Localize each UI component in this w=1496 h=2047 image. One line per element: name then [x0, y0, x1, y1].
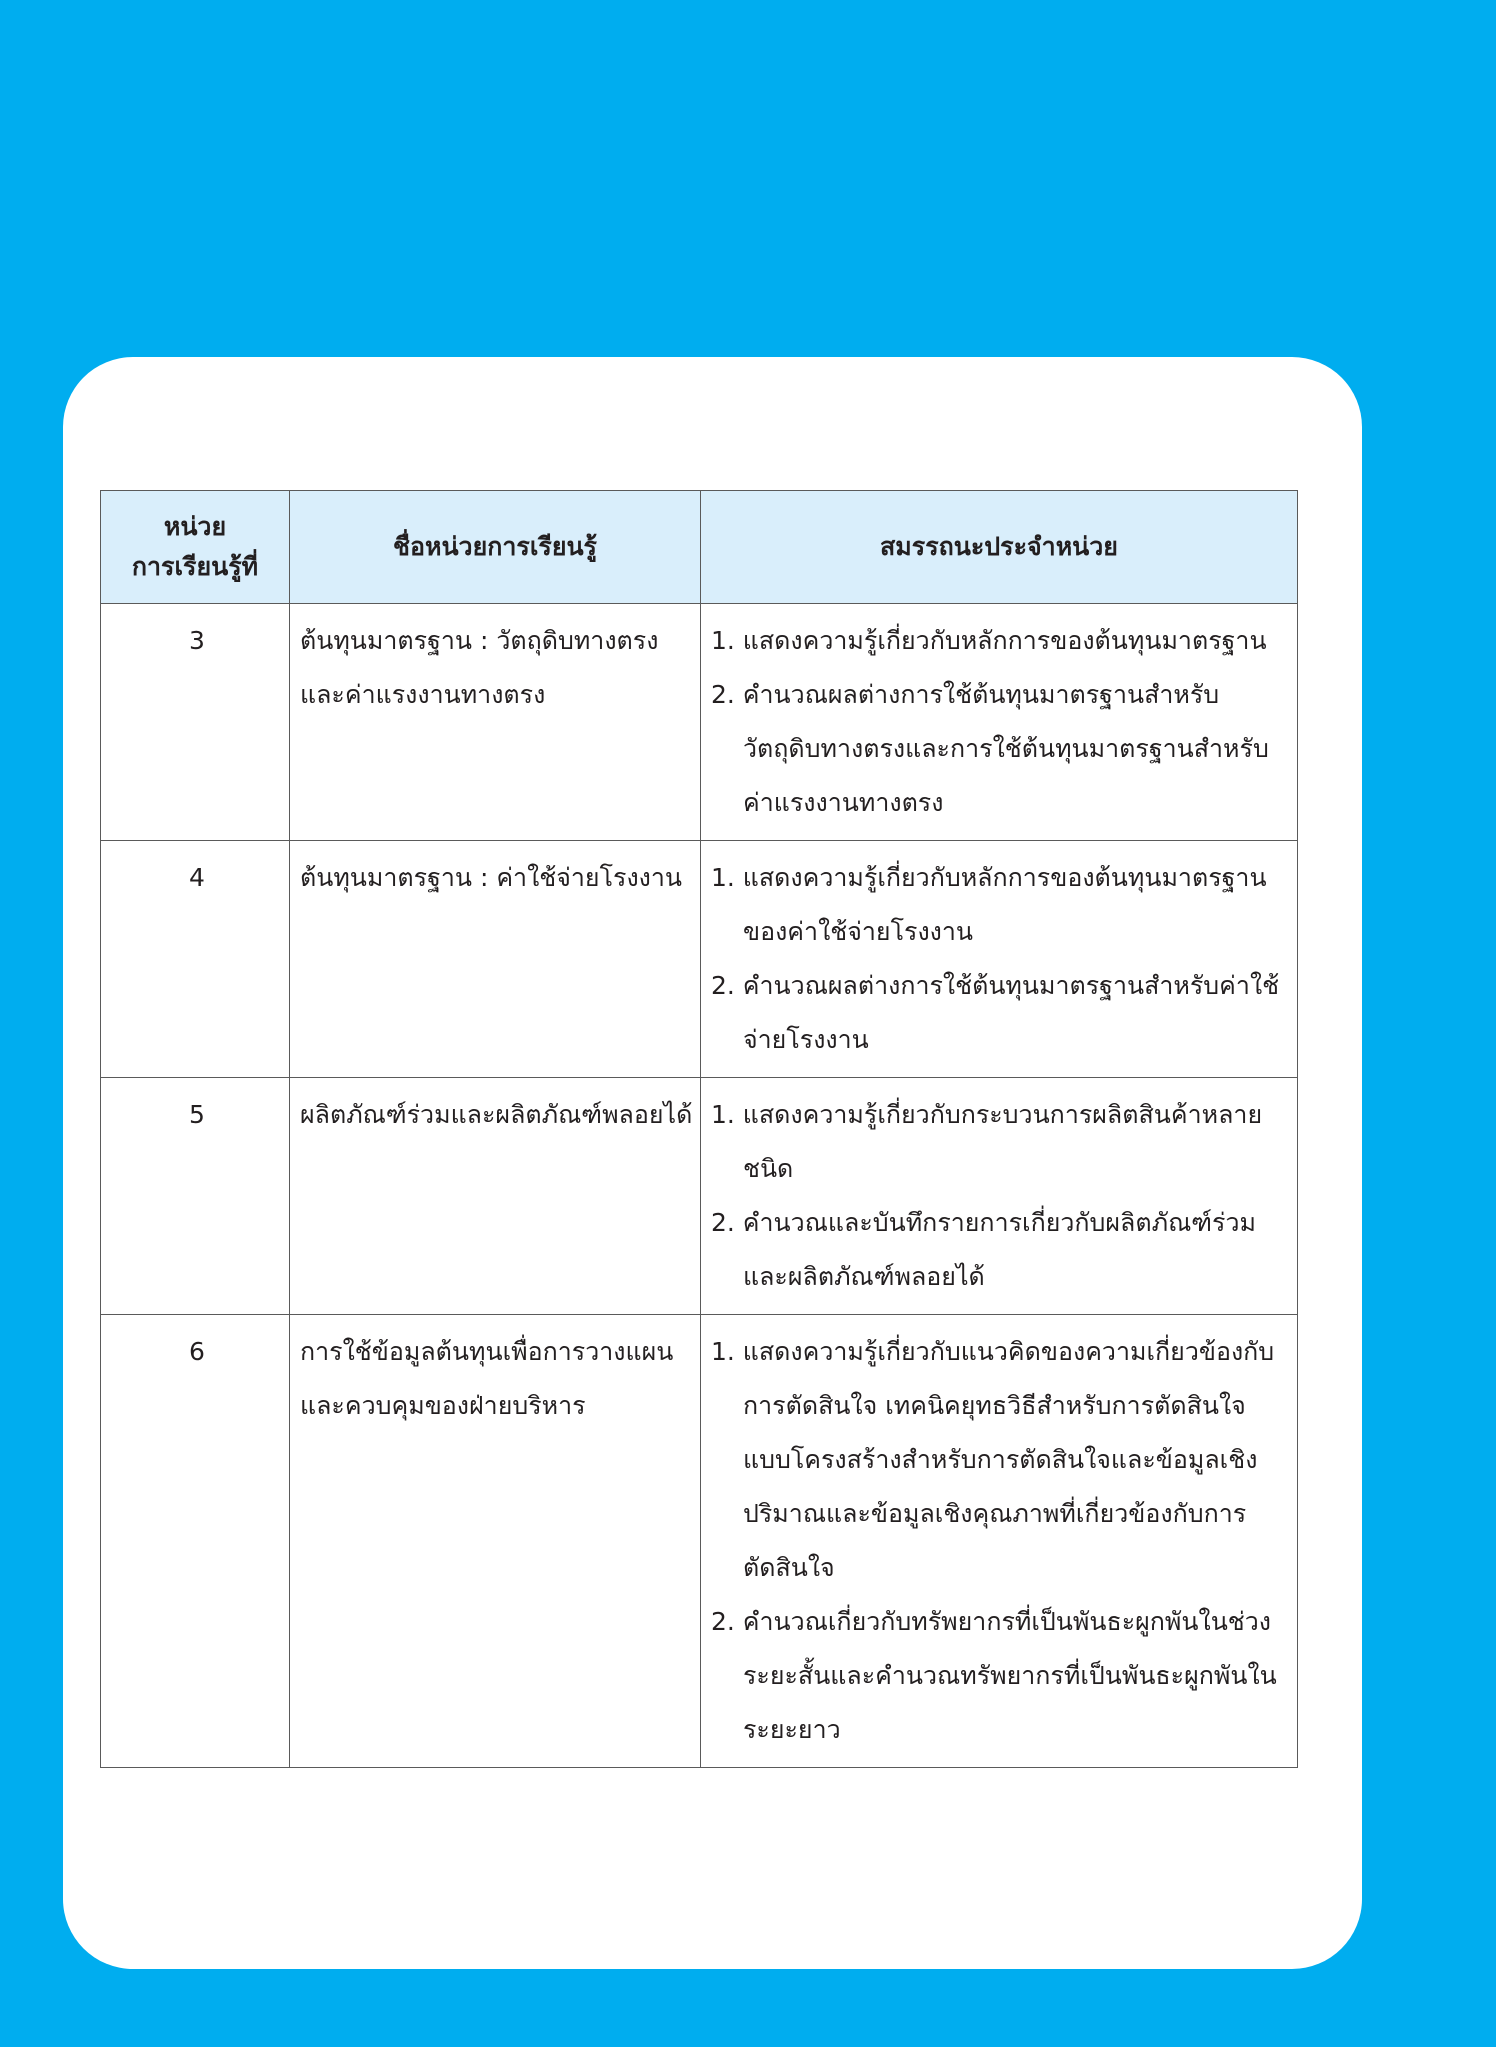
competency-list [711, 1325, 1291, 1757]
learning-units-table [100, 490, 1298, 1768]
header-row [101, 491, 1298, 604]
header-unit-line2: การเรียนรู้ที่ [131, 552, 259, 581]
header-unit-line1: หน่วย [163, 512, 227, 541]
header-unit-name: ชื่อหน่วยการเรียนรู้ [290, 491, 701, 604]
table-row [101, 1078, 1298, 1315]
header-competency: สมรรถนะประจำหน่วย [701, 491, 1298, 604]
competency-cell [701, 604, 1298, 841]
competency-cell [701, 1078, 1298, 1315]
competency-item: 1. แสดงความรู้เกี่ยวกับหลักการของต้นทุนมาตรฐานของค่าใช้จ่ายโรงงาน [711, 863, 1267, 946]
competency-item: 2. คำนวณผลต่างการใช้ต้นทุนมาตรฐานสำหรับวัตถุดิบทางตรงและการใช้ต้นทุนมาตรฐานสำหรับค่าแรงงานทางตรง [711, 680, 1269, 817]
unit-number-cell: 3 [101, 604, 290, 841]
competency-list [711, 851, 1291, 1067]
unit-number-cell: 6 [101, 1315, 290, 1768]
competency-item: 1. แสดงความรู้เกี่ยวกับหลักการของต้นทุนมาตรฐาน [711, 626, 1267, 655]
competency-item: 1. แสดงความรู้เกี่ยวกับกระบวนการผลิตสินค้าหลายชนิด [711, 1100, 1263, 1183]
competency-cell [701, 1315, 1298, 1768]
competency-list [711, 614, 1291, 830]
competency-item: 2. คำนวณผลต่างการใช้ต้นทุนมาตรฐานสำหรับค่าใช้จ่ายโรงงาน [711, 971, 1280, 1054]
table-row [101, 604, 1298, 841]
competency-item: 1. แสดงความรู้เกี่ยวกับแนวคิดของความเกี่ยวข้องกับการตัดสินใจ เทคนิคยุทธวิธีสำหรับการตัดสินใจแบบโครงสร้างสำหรับการตัดสินใจและข้อมูลเชิงปริมาณและข้อมูลเชิงคุณภาพที่เกี่ยวข้องกับการตัดสินใจ [711, 1337, 1275, 1582]
competency-item: 2. คำนวณเกี่ยวกับทรัพยากรที่เป็นพันธะผูกพันในช่วงระยะสั้นและคำนวณทรัพยากรที่เป็นพันธะผูกพันในระยะยาว [711, 1607, 1277, 1744]
competency-list [711, 1088, 1291, 1304]
unit-name-cell: ผลิตภัณฑ์ร่วมและผลิตภัณฑ์พลอยได้ [290, 1078, 701, 1315]
table-header [101, 491, 1298, 604]
unit-name-cell: การใช้ข้อมูลต้นทุนเพื่อการวางแผนและควบคุมของฝ่ายบริหาร [290, 1315, 701, 1768]
competency-item: 2. คำนวณและบันทึกรายการเกี่ยวกับผลิตภัณฑ์ร่วมและผลิตภัณฑ์พลอยได้ [711, 1208, 1256, 1291]
table-row [101, 841, 1298, 1078]
unit-number-cell: 5 [101, 1078, 290, 1315]
unit-name-cell: ต้นทุนมาตรฐาน : วัตถุดิบทางตรงและค่าแรงงานทางตรง [290, 604, 701, 841]
competency-cell [701, 841, 1298, 1078]
unit-number-cell: 4 [101, 841, 290, 1078]
header-unit-number [101, 491, 290, 604]
table-row [101, 1315, 1298, 1768]
unit-name-cell: ต้นทุนมาตรฐาน : ค่าใช้จ่ายโรงงาน [290, 841, 701, 1078]
